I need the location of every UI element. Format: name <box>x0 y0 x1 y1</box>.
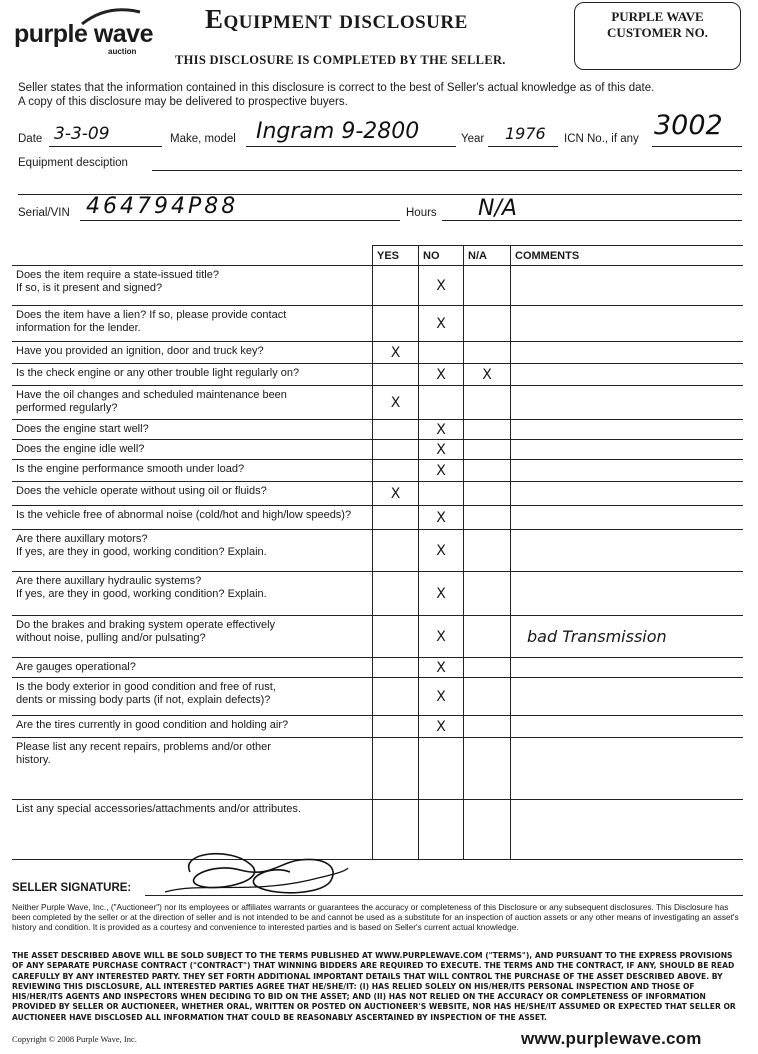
question-line-1: Do the brakes and braking system operate effectively <box>16 619 276 631</box>
na-checkbox-cell[interactable] <box>464 572 511 616</box>
comments-cell[interactable] <box>511 716 744 738</box>
seller-signature-label <box>12 882 131 894</box>
question-line-1: Are there auxillary motors? <box>16 533 148 545</box>
comments-cell[interactable] <box>511 420 744 440</box>
question-line-1: Does the item have a lien? If so, please provide contact <box>16 309 287 321</box>
no-checkbox-cell[interactable] <box>419 572 464 616</box>
comment-text <box>515 484 527 503</box>
question-text <box>12 440 373 460</box>
comment-text <box>515 314 527 333</box>
no-checkbox-cell[interactable] <box>419 616 464 658</box>
question-text <box>12 482 373 506</box>
check-mark: X <box>390 485 401 502</box>
check-mark: X <box>436 659 446 676</box>
yes-checkbox-cell[interactable] <box>373 420 419 440</box>
question-line-1: Is the engine performance smooth under load? <box>16 463 245 475</box>
comments-cell[interactable] <box>511 506 744 530</box>
question-row <box>12 342 743 364</box>
no-checkbox-cell[interactable] <box>419 678 464 716</box>
disclosure-question-table <box>12 245 743 860</box>
comments-cell[interactable] <box>511 658 744 678</box>
yes-checkbox-cell[interactable] <box>373 364 419 386</box>
comment-text <box>515 440 527 459</box>
intro-line-1: Seller states that the information contained in this disclosure is correct to the best of Seller's actual knowledge as of this date. <box>18 82 655 94</box>
question-text <box>12 460 373 482</box>
question-line-1: Is the vehicle free of abnormal noise (cold/hot and high/low speeds)? <box>16 509 352 521</box>
question-line-1: Is the body exterior in good condition and free of rust, <box>16 681 276 693</box>
yes-checkbox-cell[interactable] <box>373 482 419 506</box>
make-model-field[interactable]: Ingram 9-2800 <box>256 119 420 144</box>
question-row <box>12 386 743 420</box>
check-mark: X <box>436 441 446 458</box>
question-row <box>12 738 743 800</box>
customer-box-line1: PURPLE WAVE <box>611 9 704 24</box>
yes-checkbox-cell[interactable] <box>373 738 419 800</box>
comments-cell[interactable] <box>511 572 744 616</box>
customer-box-line2: CUSTOMER NO. <box>607 25 708 40</box>
yes-checkbox-cell[interactable] <box>373 460 419 482</box>
check-mark: X <box>436 509 446 526</box>
serial-vin-field[interactable]: 464794P88 <box>86 194 239 219</box>
question-line-1: Does the engine start well? <box>16 423 149 435</box>
no-checkbox-cell[interactable] <box>419 800 464 860</box>
yes-checkbox-cell[interactable] <box>373 800 419 860</box>
no-checkbox-cell[interactable] <box>419 716 464 738</box>
comment-text <box>515 276 527 295</box>
yes-checkbox-cell[interactable] <box>373 386 419 420</box>
question-row <box>12 420 743 440</box>
na-checkbox-cell[interactable] <box>464 616 511 658</box>
na-checkbox-cell[interactable] <box>464 420 511 440</box>
question-line-1: Are the tires currently in good condition and holding air? <box>16 719 289 731</box>
comments-cell[interactable] <box>511 800 744 860</box>
question-line-1: Are there auxillary hydraulic systems? <box>16 575 202 587</box>
question-line-2: history. <box>16 754 51 766</box>
yes-checkbox-cell[interactable] <box>373 530 419 572</box>
question-row <box>12 572 743 616</box>
intro-statement <box>18 81 748 109</box>
no-checkbox-cell[interactable] <box>419 364 464 386</box>
serial-line <box>80 220 400 221</box>
comments-cell[interactable] <box>511 306 744 342</box>
yes-checkbox-cell[interactable] <box>373 440 419 460</box>
comments-column-header: COMMENTS <box>511 246 744 266</box>
check-mark: X <box>436 462 446 479</box>
question-row <box>12 266 743 306</box>
na-checkbox-cell[interactable] <box>464 482 511 506</box>
comments-cell[interactable] <box>511 440 744 460</box>
comments-cell[interactable] <box>511 266 744 306</box>
comment-text <box>515 393 527 412</box>
hours-field[interactable]: N/A <box>478 196 517 221</box>
no-checkbox-cell[interactable] <box>419 440 464 460</box>
no-column-header: NO <box>419 246 464 266</box>
yes-checkbox-cell[interactable] <box>373 616 419 658</box>
na-checkbox-cell[interactable] <box>464 678 511 716</box>
question-row <box>12 440 743 460</box>
question-row <box>12 530 743 572</box>
check-mark: X <box>436 315 446 332</box>
question-row <box>12 678 743 716</box>
na-column-header: N/A <box>464 246 511 266</box>
make-model-line <box>246 146 456 147</box>
check-mark: X <box>436 718 446 735</box>
serial-vin-label: Serial/VIN <box>18 207 70 219</box>
comment-text <box>515 461 527 480</box>
question-text <box>12 658 373 678</box>
date-line <box>49 146 162 147</box>
na-checkbox-cell[interactable] <box>464 460 511 482</box>
check-mark: X <box>390 394 401 411</box>
yes-checkbox-cell[interactable] <box>373 342 419 364</box>
question-text <box>12 386 373 420</box>
question-row <box>12 716 743 738</box>
yes-checkbox-cell[interactable] <box>373 306 419 342</box>
check-mark: X <box>390 344 401 361</box>
comment-text <box>515 658 527 677</box>
question-line-2: without noise, pulling and/or pulsating? <box>16 632 206 644</box>
question-row <box>12 482 743 506</box>
check-mark: X <box>436 421 446 438</box>
check-mark: X <box>482 366 492 383</box>
terms-text: THE ASSET DESCRIBED ABOVE WILL BE SOLD SUBJECT TO THE TERMS PUBLISHED AT WWW.PURPLEWAVE.COM ("TERMS"), AND PURSUANT TO THE EXPRESS PROVISIONS OF ANY SEPARATE PURCHASE CONTRACT ("CONTRACT") THAT WINNING BIDDERS ARE REQUIRED TO EXECUTE. THE TERMS AND THE CONTRACT, IF ANY, SHOULD BE READ CAREFULLY BY ANY INTERESTED PARTY. THEY SET FORTH ADDITIONAL IMPORTANT DETAILS THAT WILL CONTROL THE PURCHASE OF THE ASSET DESCRIBED ABOVE. BY REVIEWING THIS DISCLOSURE, ALL INTERESTED PARTIES AGREE THAT HE/SHE/IT: (I) HAS RELIED SOLELY ON HIS/HER/ITS PERSONAL INSPECTION AND THOSE OF HIS/HER/ITS AGENTS AND INSPECTORS WHEN DECIDING TO BID ON THE ASSET; AND (II) HAS NOT RELIED ON THE ACCURACY OR COMPLETENESS OF INFORMATION PROVIDED BY SELLER OR AUCTIONEER, WHETHER ORAL, WRITTEN OR POSTED ON AUCTIONEER'S WEBSITE, NOR HAS HE/SHE/IT ASSUMED OR EXPECTED THAT SELLER OR AUCTIONEER HAVE DISCLOSED ALL INFORMATION THAT COULD BE REASONABLY ASCERTAINED BY INSPECTION OF THE ASSET. <box>12 951 736 1022</box>
icn-field[interactable]: 3002 <box>654 110 723 141</box>
na-checkbox-cell[interactable] <box>464 266 511 306</box>
question-row <box>12 800 743 860</box>
year-field[interactable]: 1976 <box>505 124 546 143</box>
question-line-1: Does the engine idle well? <box>16 443 145 455</box>
website-link[interactable]: www.purplewave.com <box>521 1029 702 1048</box>
comment-text <box>515 584 527 603</box>
na-checkbox-cell[interactable] <box>464 530 511 572</box>
question-text <box>12 716 373 738</box>
customer-number-box[interactable] <box>574 2 741 70</box>
yes-column-header: YES <box>373 246 419 266</box>
purple-wave-logo <box>12 6 162 54</box>
question-text <box>12 506 373 530</box>
yes-checkbox-cell[interactable] <box>373 572 419 616</box>
question-row <box>12 616 743 658</box>
question-text <box>12 616 373 658</box>
year-label: Year <box>461 133 485 145</box>
question-line-1: Does the item require a state-issued title? <box>16 269 219 281</box>
check-mark: X <box>436 628 446 645</box>
check-mark: X <box>436 688 446 705</box>
comments-cell[interactable] <box>511 738 744 800</box>
icn-label: ICN No., if any <box>564 133 639 145</box>
question-line-2: performed regularly? <box>16 402 118 414</box>
question-row <box>12 364 743 386</box>
yes-checkbox-cell[interactable] <box>373 506 419 530</box>
hours-label: Hours <box>406 207 437 219</box>
question-text <box>12 266 373 306</box>
make-model-label: Make, model <box>170 133 236 145</box>
question-text <box>12 306 373 342</box>
question-line-1: Is the check engine or any other trouble light regularly on? <box>16 367 300 379</box>
comments-cell[interactable] <box>511 678 744 716</box>
question-line-1: Have the oil changes and scheduled maintenance been <box>16 389 287 401</box>
comments-cell[interactable] <box>511 530 744 572</box>
na-checkbox-cell[interactable] <box>464 342 511 364</box>
comments-cell[interactable] <box>511 364 744 386</box>
question-text <box>12 572 373 616</box>
page-subtitle: THIS DISCLOSURE IS COMPLETED BY THE SELLER. <box>175 53 506 67</box>
no-checkbox-cell[interactable] <box>419 342 464 364</box>
equipment-description-label: Equipment desciption <box>18 157 128 169</box>
copyright-text: Copyright © 2008 Purple Wave, Inc. <box>12 1034 137 1044</box>
question-column-header <box>12 246 373 266</box>
na-checkbox-cell[interactable] <box>464 386 511 420</box>
na-checkbox-cell[interactable] <box>464 364 511 386</box>
question-row <box>12 506 743 530</box>
question-line-2: If so, is it present and signed? <box>16 282 163 294</box>
comments-cell[interactable] <box>511 482 744 506</box>
na-checkbox-cell[interactable] <box>464 800 511 860</box>
disclaimer-text: Neither Purple Wave, Inc., ("Auctioneer") nor its employees or affiliates warrants or guarantees the accuracy or completeness of this Disclosure or any subsequent disclosures. This Disclosure has been completed by the seller or at the direction of seller and is not intended to be and cannot be used as a substitute for an inspection of auction assets or any other means of investigating an asset's history and condition. It is provided as a courtesy and convenience to interested parties and is based on Seller's current actual knowledge. <box>12 902 739 932</box>
yes-checkbox-cell[interactable] <box>373 266 419 306</box>
na-checkbox-cell[interactable] <box>464 716 511 738</box>
icn-line <box>652 146 742 147</box>
comment-text: bad Transmission <box>527 627 667 646</box>
page-title: Equipment disclosure <box>205 4 468 34</box>
question-row <box>12 306 743 342</box>
comment-text <box>515 420 527 439</box>
comments-cell[interactable] <box>511 386 744 420</box>
question-text <box>12 364 373 386</box>
no-checkbox-cell[interactable] <box>419 386 464 420</box>
yes-checkbox-cell[interactable] <box>373 658 419 678</box>
question-row <box>12 460 743 482</box>
na-checkbox-cell[interactable] <box>464 306 511 342</box>
date-field[interactable]: 3-3-09 <box>54 124 110 144</box>
comment-text <box>515 717 527 736</box>
no-checkbox-cell[interactable] <box>419 266 464 306</box>
question-line-2: dents or missing body parts (if not, explain defects)? <box>16 694 271 706</box>
question-text <box>12 678 373 716</box>
no-checkbox-cell[interactable] <box>419 658 464 678</box>
question-text <box>12 420 373 440</box>
question-text <box>12 342 373 364</box>
seller-signature-label-text: SELLER SIGNATURE: <box>12 882 132 894</box>
question-line-2: If yes, are they in good, working condition? Explain. <box>16 546 267 558</box>
na-checkbox-cell[interactable] <box>464 506 511 530</box>
comment-text <box>515 508 527 527</box>
yes-checkbox-cell[interactable] <box>373 716 419 738</box>
check-mark: X <box>436 277 446 294</box>
question-line-1: Does the vehicle operate without using oil or fluids? <box>16 485 267 497</box>
no-checkbox-cell[interactable] <box>419 738 464 800</box>
no-checkbox-cell[interactable] <box>419 420 464 440</box>
question-line-1: List any special accessories/attachments and/or attributes. <box>16 803 301 815</box>
check-mark: X <box>436 542 446 559</box>
no-checkbox-cell[interactable] <box>419 306 464 342</box>
date-label: Date <box>18 133 43 145</box>
no-checkbox-cell[interactable] <box>419 482 464 506</box>
comments-cell[interactable] <box>511 460 744 482</box>
question-text <box>12 738 373 800</box>
check-mark: X <box>436 585 446 602</box>
check-mark: X <box>436 366 446 383</box>
question-line-2: If yes, are they in good, working condition? Explain. <box>16 588 267 600</box>
na-checkbox-cell[interactable] <box>464 658 511 678</box>
comment-text <box>515 820 527 839</box>
comment-text <box>515 687 527 706</box>
intro-line-2: A copy of this disclosure may be delivered to prospective buyers. <box>18 96 348 108</box>
comments-cell[interactable] <box>511 342 744 364</box>
comments-cell[interactable] <box>511 616 744 658</box>
na-checkbox-cell[interactable] <box>464 738 511 800</box>
question-line-2: information for the lender. <box>16 322 141 334</box>
question-line-1: Please list any recent repairs, problems and/or other <box>16 741 271 753</box>
logo-sub: auction <box>108 47 137 56</box>
comment-text <box>515 365 527 384</box>
logo-text: purple wave <box>14 20 153 48</box>
comment-text <box>515 541 527 560</box>
question-text <box>12 530 373 572</box>
year-line <box>488 146 558 147</box>
handwritten-signature <box>160 842 350 900</box>
question-line-1: Have you provided an ignition, door and truck key? <box>16 345 264 357</box>
no-checkbox-cell[interactable] <box>419 460 464 482</box>
yes-checkbox-cell[interactable] <box>373 678 419 716</box>
comment-text <box>515 343 527 362</box>
no-checkbox-cell[interactable] <box>419 506 464 530</box>
na-checkbox-cell[interactable] <box>464 440 511 460</box>
no-checkbox-cell[interactable] <box>419 530 464 572</box>
description-line-1[interactable] <box>152 170 742 171</box>
comment-text <box>515 759 527 778</box>
question-row <box>12 658 743 678</box>
question-line-1: Are gauges operational? <box>16 661 136 673</box>
